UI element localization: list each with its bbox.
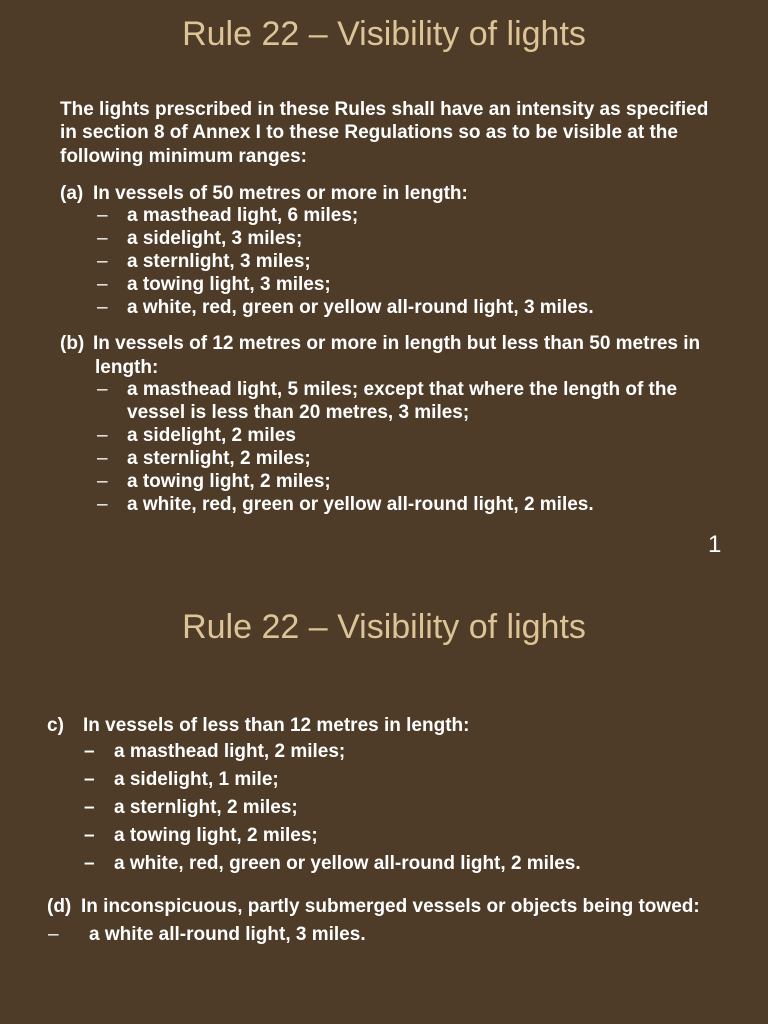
intro-line: in section 8 of Annex I to these Regulations so as to be visible at the bbox=[60, 122, 678, 143]
bullet-dash: – bbox=[97, 205, 108, 226]
bullet-dash: – bbox=[97, 297, 108, 318]
bullet-dash: – bbox=[97, 494, 108, 515]
bullet-dash: – bbox=[84, 825, 95, 846]
section-marker: (d) bbox=[47, 896, 72, 917]
list-item-text: a masthead light, 6 miles; bbox=[127, 205, 359, 226]
bullet-dash: – bbox=[97, 228, 108, 249]
bullet-dash: – bbox=[84, 853, 95, 874]
list-item-text: a white, red, green or yellow all-round light, 2 miles. bbox=[127, 494, 594, 515]
section-heading: In vessels of 12 metres or more in length but less than 50 metres in bbox=[93, 333, 701, 354]
bullet-dash: – bbox=[97, 251, 108, 272]
list-item-text: a towing light, 2 miles; bbox=[114, 825, 318, 846]
bullet-dash: – bbox=[97, 274, 108, 295]
bullet-dash: – bbox=[84, 741, 95, 762]
bullet-dash: – bbox=[97, 379, 108, 400]
bullet-dash: – bbox=[84, 769, 95, 790]
bullet-dash: – bbox=[84, 797, 95, 818]
list-item-text: a towing light, 3 miles; bbox=[127, 274, 331, 295]
list-item-text: vessel is less than 20 metres, 3 miles; bbox=[127, 402, 470, 423]
section-marker: c) bbox=[47, 715, 64, 736]
list-item-text: a sidelight, 3 miles; bbox=[127, 228, 303, 249]
section-heading: In inconspicuous, partly submerged vessels or objects being towed: bbox=[81, 896, 700, 917]
section-heading: length: bbox=[95, 357, 159, 378]
bullet-dash: – bbox=[48, 924, 59, 945]
list-item-text: a sternlight, 2 miles; bbox=[114, 797, 298, 818]
list-item-text: a white, red, green or yellow all-round light, 3 miles. bbox=[127, 297, 594, 318]
list-item-text: a sternlight, 2 miles; bbox=[127, 448, 311, 469]
list-item-text: a white, red, green or yellow all-round light, 2 miles. bbox=[114, 853, 581, 874]
page-number: 1 bbox=[708, 531, 722, 558]
list-item-text: a sidelight, 1 mile; bbox=[114, 769, 279, 790]
list-item-text: a masthead light, 5 miles; except that where the length of the bbox=[127, 379, 678, 400]
list-item-text: a sidelight, 2 miles bbox=[127, 425, 296, 446]
list-item-text: a sternlight, 3 miles; bbox=[127, 251, 311, 272]
bullet-dash: – bbox=[97, 448, 108, 469]
section-heading: In vessels of 50 metres or more in length: bbox=[93, 183, 468, 204]
section-heading: In vessels of less than 12 metres in length: bbox=[83, 715, 470, 736]
intro-line: following minimum ranges: bbox=[60, 146, 308, 167]
slide-2 bbox=[0, 560, 768, 1024]
list-item-text: a towing light, 2 miles; bbox=[127, 471, 331, 492]
list-item-text: a masthead light, 2 miles; bbox=[114, 741, 346, 762]
section-marker: (a) bbox=[60, 183, 84, 204]
slide-title: Rule 22 – Visibility of lights bbox=[182, 608, 586, 646]
intro-line: The lights prescribed in these Rules shall have an intensity as specified bbox=[60, 99, 709, 120]
list-item-text: a white all-round light, 3 miles. bbox=[89, 924, 366, 945]
slide-title: Rule 22 – Visibility of lights bbox=[182, 15, 586, 53]
bullet-dash: – bbox=[97, 471, 108, 492]
bullet-dash: – bbox=[97, 425, 108, 446]
section-marker: (b) bbox=[60, 333, 85, 354]
